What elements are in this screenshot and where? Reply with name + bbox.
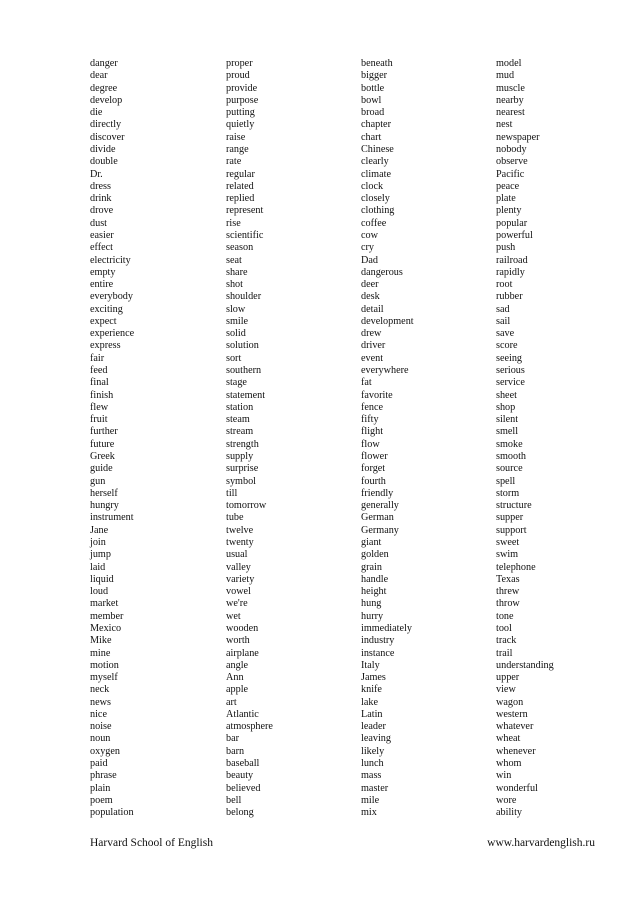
word-list-item: favorite: [361, 389, 393, 401]
word-list-item: double: [90, 156, 118, 168]
word-list-item: regular: [226, 168, 255, 180]
word-list-item: entire: [90, 279, 114, 291]
page-footer: [90, 837, 595, 853]
word-list-item: bell: [226, 794, 242, 806]
word-list-item: airplane: [226, 647, 259, 659]
word-list-item: bar: [226, 733, 240, 745]
word-list-item: silent: [496, 414, 519, 426]
word-list-item: service: [496, 377, 525, 389]
word-list-item: win: [496, 770, 512, 782]
word-list-item: plate: [496, 193, 516, 205]
word-list-item: steam: [226, 414, 250, 426]
word-list-item: apple: [226, 684, 249, 696]
word-list-item: upper: [496, 672, 520, 684]
word-list-item: peace: [496, 180, 520, 192]
word-list-item: track: [496, 635, 517, 647]
word-list-item: atmosphere: [226, 721, 273, 733]
word-list-item: rapidly: [496, 266, 525, 278]
word-list-item: guide: [90, 463, 113, 475]
word-list-item: newspaper: [496, 131, 540, 143]
word-list-item: James: [361, 672, 386, 684]
word-list-item: scientific: [226, 229, 264, 241]
word-list-item: nice: [90, 708, 107, 720]
word-list-item: bottle: [361, 82, 385, 94]
word-list-item: smile: [226, 315, 249, 327]
word-list-item: Jane: [90, 524, 109, 536]
word-list-item: sweet: [496, 536, 520, 548]
word-list-item: Pacific: [496, 168, 525, 180]
word-list-item: join: [90, 536, 106, 548]
word-list-item: slow: [226, 303, 246, 315]
word-list-item: muscle: [496, 82, 525, 94]
word-list-item: sheet: [496, 389, 517, 401]
word-list-item: nearby: [496, 94, 524, 106]
word-list-item: share: [226, 266, 248, 278]
word-list-item: mud: [496, 70, 515, 82]
word-list-item: tool: [496, 622, 512, 634]
word-list-item: station: [226, 401, 254, 413]
word-list-item: cry: [361, 242, 375, 254]
word-list-item: loud: [90, 586, 109, 598]
word-list-item: rise: [226, 217, 241, 229]
word-list-item: deer: [361, 279, 379, 291]
word-list-item: exciting: [90, 303, 123, 315]
word-list-item: fifty: [361, 414, 379, 426]
word-list-item: climate: [361, 168, 391, 180]
word-list-item: smooth: [496, 451, 527, 462]
word-list-item: telephone: [496, 561, 536, 573]
footer-school-name: Harvard School of English: [90, 837, 213, 849]
word-list-item: Chinese: [361, 143, 394, 155]
word-list-item: we're: [226, 598, 248, 610]
word-list-item: giant: [361, 536, 382, 548]
word-list-item: generally: [361, 500, 399, 512]
word-list-item: event: [361, 352, 384, 364]
word-list-item: expect: [90, 315, 117, 327]
word-list-item: support: [496, 524, 527, 536]
word-list-item: final: [90, 377, 109, 389]
word-list-item: belong: [226, 807, 254, 819]
word-list-item: season: [226, 242, 254, 254]
word-list-item: handle: [361, 573, 389, 585]
word-list-item: believed: [226, 782, 261, 794]
word-list-item: development: [361, 315, 414, 327]
word-list-item: nearest: [496, 107, 525, 119]
word-list-item: hurry: [361, 610, 384, 622]
word-list-item: vowel: [226, 586, 251, 598]
word-list-item: master: [361, 782, 389, 794]
word-list-item: flight: [361, 426, 384, 438]
word-list-item: mile: [361, 794, 380, 806]
word-list-item: throw: [496, 598, 520, 610]
word-list-item: barn: [226, 745, 245, 757]
word-list-item: coffee: [361, 217, 387, 229]
word-list-item: drove: [90, 205, 114, 217]
word-list-item: southern: [226, 365, 262, 377]
word-list-item: mine: [90, 647, 111, 659]
word-list-item: replied: [226, 193, 255, 205]
word-list-item: oxygen: [90, 745, 120, 757]
word-list-item: wooden: [226, 622, 259, 634]
word-list-item: beneath: [361, 58, 393, 69]
word-list-item: Mexico: [90, 622, 122, 634]
word-list-item: tone: [496, 610, 514, 622]
word-list-item: solution: [226, 340, 259, 352]
word-list-item: source: [496, 463, 523, 475]
word-list-item: experience: [90, 328, 135, 340]
word-list-item: liquid: [90, 573, 114, 585]
word-list-item: worth: [226, 635, 250, 647]
word-list-item: shot: [226, 279, 243, 291]
word-list-item: everybody: [90, 291, 133, 303]
word-list-item: instrument: [90, 512, 134, 524]
word-list-item: structure: [496, 500, 532, 512]
word-list-item: future: [90, 438, 115, 450]
word-list-item: mix: [361, 807, 377, 819]
word-list-item: leader: [361, 721, 386, 733]
word-list-item: whatever: [496, 721, 534, 733]
word-list-item: chart: [361, 131, 382, 143]
word-list-item: hung: [361, 598, 382, 610]
word-list-item: develop: [90, 94, 123, 106]
word-list-item: Mike: [90, 635, 112, 647]
word-list-item: plenty: [496, 205, 522, 217]
word-list-item: Greek: [90, 451, 115, 462]
word-list-item: statement: [226, 389, 266, 401]
word-list-item: fourth: [361, 475, 386, 487]
word-list-item: beauty: [226, 770, 254, 782]
word-list-item: observe: [496, 156, 528, 168]
word-list-item: bowl: [361, 94, 382, 106]
word-list-item: usual: [226, 549, 248, 561]
word-list-item: view: [496, 684, 516, 696]
word-list-item: broad: [361, 107, 385, 119]
word-list-item: shoulder: [226, 291, 262, 303]
word-list-item: provide: [226, 82, 258, 94]
word-list-item: noun: [90, 733, 111, 745]
word-list-item: understanding: [496, 659, 554, 671]
word-list-item: Latin: [361, 708, 383, 720]
word-list-item: seeing: [496, 352, 523, 364]
word-list-item: push: [496, 242, 516, 254]
word-list-item: save: [496, 328, 515, 340]
word-list-item: finish: [90, 389, 114, 401]
word-list-item: whenever: [496, 745, 536, 757]
word-list-item: leaving: [361, 733, 391, 745]
word-list-item: forget: [361, 463, 386, 475]
word-list-item: fruit: [90, 414, 108, 426]
word-list-item: height: [361, 586, 387, 598]
word-list-item: neck: [90, 684, 110, 696]
word-list-item: plain: [90, 782, 111, 794]
word-list-item: divide: [90, 143, 116, 155]
word-list-item: express: [90, 340, 121, 352]
word-list-item: surprise: [226, 463, 259, 475]
word-list-item: everywhere: [361, 365, 409, 377]
word-list-item: art: [226, 696, 237, 708]
word-list-item: flow: [361, 438, 380, 450]
word-list-item: likely: [361, 745, 385, 757]
word-list-item: golden: [361, 549, 389, 561]
word-list-item: die: [90, 107, 103, 119]
word-list-item: cow: [361, 229, 378, 241]
word-list-item: rate: [226, 156, 242, 168]
word-list-item: swim: [496, 549, 519, 561]
word-list-item: Germany: [361, 524, 399, 536]
word-list-item: drink: [90, 193, 112, 205]
word-list-item: lake: [361, 696, 378, 708]
word-list-item: bigger: [361, 70, 388, 82]
word-list-item: powerful: [496, 229, 533, 241]
word-list-item: noise: [90, 721, 112, 733]
word-list-item: related: [226, 180, 254, 192]
word-list-item: stream: [226, 426, 254, 438]
word-list-item: dear: [90, 70, 108, 82]
word-list-item: danger: [90, 58, 118, 69]
word-list-item: herself: [90, 487, 118, 499]
word-list-item: dress: [90, 180, 111, 192]
word-list-item: laid: [90, 561, 106, 573]
word-list-item: instance: [361, 647, 395, 659]
word-list-item: root: [496, 279, 513, 291]
word-column-4: [496, 58, 626, 819]
word-list-item: market: [90, 598, 119, 610]
word-list-item: lunch: [361, 758, 384, 770]
word-list-item: Atlantic: [226, 708, 259, 720]
word-list-item: fat: [361, 377, 372, 389]
word-list-item: Ann: [226, 672, 244, 684]
word-list-item: smoke: [496, 438, 523, 450]
word-list-item: smell: [496, 426, 519, 438]
word-list-item: wheat: [496, 733, 521, 745]
word-list-item: desk: [361, 291, 380, 303]
word-column-2: [226, 58, 356, 819]
word-list-item: symbol: [226, 475, 257, 487]
word-list-item: serious: [496, 365, 525, 377]
word-list-item: dangerous: [361, 266, 403, 278]
word-columns: [90, 58, 610, 826]
word-list-item: baseball: [226, 758, 260, 770]
word-list-item: hungry: [90, 500, 119, 512]
word-list-item: popular: [496, 217, 528, 229]
word-list-item: storm: [496, 487, 520, 499]
word-list-item: seat: [226, 254, 242, 266]
word-list-item: degree: [90, 82, 118, 94]
word-list-item: member: [90, 610, 124, 622]
word-list-item: sad: [496, 303, 510, 315]
word-list-item: strength: [226, 438, 259, 450]
word-list-item: tomorrow: [226, 500, 267, 512]
word-list-item: solid: [226, 328, 246, 340]
word-list-item: Texas: [496, 573, 520, 585]
word-list-item: detail: [361, 303, 384, 315]
word-list-item: easier: [90, 229, 114, 241]
word-list-item: wagon: [496, 696, 524, 708]
word-list-item: news: [90, 696, 111, 708]
word-list-item: gun: [90, 475, 106, 487]
word-list-item: represent: [226, 205, 264, 217]
word-list-item: knife: [361, 684, 382, 696]
word-list-item: shop: [496, 401, 516, 413]
word-list-item: Dr.: [90, 168, 103, 180]
word-list-item: valley: [226, 561, 251, 573]
word-list-item: chapter: [361, 119, 391, 131]
word-list-item: spell: [496, 475, 516, 487]
word-column-1: [90, 58, 220, 819]
word-list-item: Italy: [361, 659, 380, 671]
word-list-item: quietly: [226, 119, 255, 131]
word-list-item: range: [226, 143, 249, 155]
word-list-item: wonderful: [496, 782, 538, 794]
word-list-item: industry: [361, 635, 395, 647]
word-list-item: twelve: [226, 524, 254, 536]
word-list-item: stage: [226, 377, 247, 389]
word-list-item: discover: [90, 131, 125, 143]
word-list-item: flower: [361, 451, 388, 462]
word-list-item: wore: [496, 794, 517, 806]
word-list-item: driver: [361, 340, 386, 352]
word-list-item: model: [496, 58, 522, 69]
word-list-item: western: [496, 708, 528, 720]
word-list-item: closely: [361, 193, 390, 205]
word-list-item: empty: [90, 266, 116, 278]
word-list-item: tube: [226, 512, 244, 524]
word-list-item: Dad: [361, 254, 378, 266]
word-list-item: threw: [496, 586, 520, 598]
word-list-item: whom: [496, 758, 522, 770]
word-list-item: clock: [361, 180, 384, 192]
word-list-item: poem: [90, 794, 113, 806]
word-list-item: motion: [90, 659, 119, 671]
word-list-item: electricity: [90, 254, 131, 266]
word-list-item: German: [361, 512, 394, 524]
word-list-item: nobody: [496, 143, 527, 155]
word-list-item: railroad: [496, 254, 528, 266]
word-list-item: clothing: [361, 205, 395, 217]
word-list-item: dust: [90, 217, 107, 229]
word-list-item: paid: [90, 758, 108, 770]
word-list-item: wet: [226, 610, 241, 622]
word-list-item: till: [226, 487, 238, 499]
word-list-item: angle: [226, 659, 249, 671]
word-list-item: sort: [226, 352, 242, 364]
word-list-item: twenty: [226, 536, 254, 548]
word-list-item: population: [90, 807, 134, 819]
word-list-item: friendly: [361, 487, 394, 499]
word-list-item: further: [90, 426, 118, 438]
word-list-item: rubber: [496, 291, 523, 303]
word-list-item: trail: [496, 647, 513, 659]
word-list-item: sail: [496, 315, 511, 327]
word-list-item: grain: [361, 561, 382, 573]
word-list-item: fence: [361, 401, 384, 413]
word-list-item: raise: [226, 131, 246, 143]
word-list-item: proud: [226, 70, 250, 82]
word-list-item: variety: [226, 573, 255, 585]
word-list-item: flew: [90, 401, 109, 413]
word-list-item: ability: [496, 807, 523, 819]
word-list-item: effect: [90, 242, 113, 254]
word-list-item: putting: [226, 107, 255, 119]
word-list-item: purpose: [226, 94, 259, 106]
word-list-item: supply: [226, 451, 254, 462]
word-list-item: myself: [90, 672, 118, 684]
word-list-item: clearly: [361, 156, 389, 168]
word-column-3: [361, 58, 491, 819]
footer-website: www.harvardenglish.ru: [487, 837, 595, 849]
word-list-item: mass: [361, 770, 382, 782]
word-list-item: nest: [496, 119, 513, 131]
word-list-item: drew: [361, 328, 382, 340]
word-list-item: proper: [226, 58, 253, 69]
word-list-item: fair: [90, 352, 105, 364]
word-list-item: supper: [496, 512, 524, 524]
word-list-item: jump: [90, 549, 111, 561]
word-list-item: phrase: [90, 770, 117, 782]
word-list-item: immediately: [361, 622, 412, 634]
word-list-item: score: [496, 340, 518, 352]
word-list-item: feed: [90, 365, 108, 377]
word-list-item: directly: [90, 119, 122, 131]
